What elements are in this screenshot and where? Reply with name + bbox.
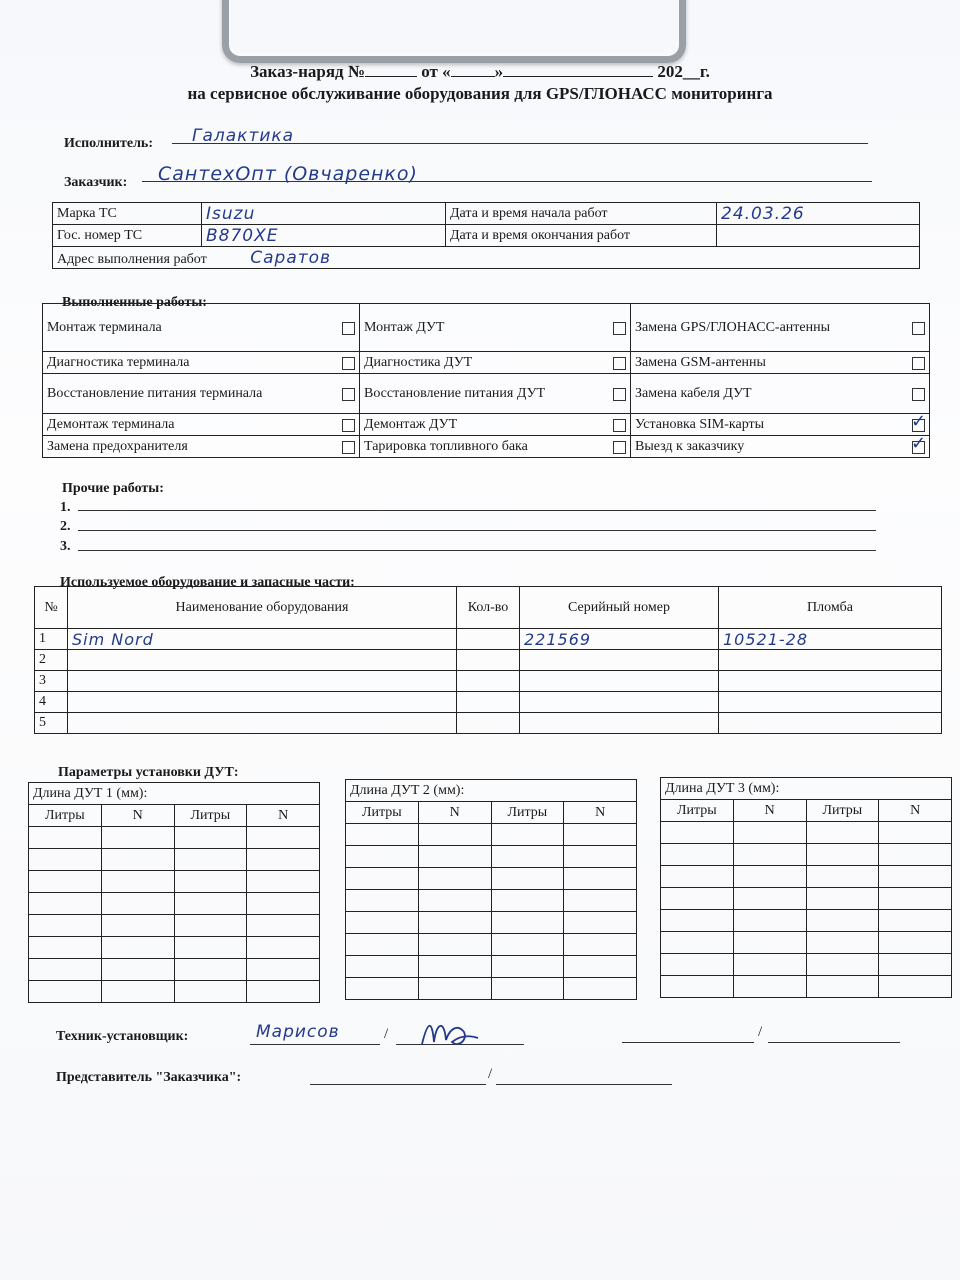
dut-cell[interactable] (346, 978, 419, 1000)
dut-cell[interactable] (564, 934, 637, 956)
plate-value: В870ХЕ (202, 225, 446, 247)
eq-header-seal: Пломба (719, 587, 942, 629)
dut-cell[interactable] (29, 893, 102, 915)
work-cell (360, 414, 631, 436)
dut-cell[interactable] (247, 959, 320, 981)
dut-cell[interactable] (806, 888, 879, 910)
tech-slash: / (384, 1026, 389, 1042)
work-cell (631, 352, 930, 374)
dut-row (661, 822, 952, 844)
start-value: 24.03.26 (717, 203, 920, 225)
dut-row (29, 959, 320, 981)
checkbox[interactable] (613, 322, 626, 335)
other-line-2 (78, 530, 876, 531)
equipment-title: Используемое оборудование и запасные части: (60, 575, 355, 590)
table-row (35, 650, 942, 671)
work-label: Демонтаж ДУТ (364, 416, 458, 432)
start-label: Дата и время начала работ (446, 203, 717, 225)
dut-cell[interactable] (418, 956, 491, 978)
dut-cell[interactable] (491, 978, 564, 1000)
dut-cell[interactable] (661, 976, 734, 998)
dut-cell[interactable] (101, 871, 174, 893)
customer-rep-slash: / (488, 1066, 493, 1082)
dut-cell[interactable] (733, 954, 806, 976)
dut-cell[interactable] (661, 954, 734, 976)
dut-cell[interactable] (879, 822, 952, 844)
dut-cell[interactable] (174, 981, 247, 1003)
dut-cell[interactable] (564, 912, 637, 934)
dut-cell[interactable] (491, 956, 564, 978)
table-cell: 5 (35, 713, 68, 734)
checkbox[interactable] (912, 357, 925, 370)
executor-value: Галактика (192, 126, 295, 146)
checkbox[interactable] (912, 388, 925, 401)
table-cell: 10521-28 (719, 629, 942, 650)
dut-cell[interactable] (661, 910, 734, 932)
work-label: Замена GSM-антенны (635, 354, 766, 370)
work-cell (631, 374, 930, 414)
dut-cell[interactable] (101, 981, 174, 1003)
work-label: Диагностика ДУТ (364, 354, 473, 370)
table-cell (457, 629, 520, 650)
other-line-1 (78, 510, 876, 511)
dut-col-header: N (564, 802, 637, 824)
checkbox[interactable] (613, 388, 626, 401)
dut-row (661, 888, 952, 910)
work-cell (43, 436, 360, 458)
dut-cell[interactable] (806, 866, 879, 888)
table-cell (68, 650, 457, 671)
dut-cell[interactable] (418, 934, 491, 956)
address-label: Адрес выполнения работ (57, 251, 207, 267)
customer-label: Заказчик: (64, 175, 128, 190)
eq-header-qty: Кол-во (457, 587, 520, 629)
table-cell (719, 671, 942, 692)
table-cell (520, 671, 719, 692)
table-cell: Sim Nord (68, 629, 457, 650)
dut-table-3 (660, 777, 952, 998)
executor-label: Исполнитель: (64, 136, 153, 151)
table-cell (719, 713, 942, 734)
table-cell (719, 650, 942, 671)
work-cell (360, 304, 631, 352)
dut-row (29, 981, 320, 1003)
dut-cell[interactable] (733, 976, 806, 998)
dut-cell[interactable] (101, 893, 174, 915)
dut-row (29, 937, 320, 959)
dut-cell[interactable] (806, 910, 879, 932)
dut-cell[interactable] (247, 981, 320, 1003)
tech-label: Техник-установщик: (56, 1029, 189, 1044)
dut-cell[interactable] (101, 827, 174, 849)
dut-cell[interactable] (247, 915, 320, 937)
table-cell (457, 650, 520, 671)
tech-name-line (250, 1044, 380, 1045)
dut-row (346, 912, 637, 934)
checkbox[interactable] (342, 388, 355, 401)
dut-cell[interactable] (564, 956, 637, 978)
checkbox[interactable] (342, 441, 355, 454)
table-cell (68, 671, 457, 692)
other-item-1: 1. (60, 500, 71, 515)
clipboard-clip (222, 0, 686, 63)
order-title: Заказ-наряд № от « » 202__г. (250, 62, 710, 81)
dut-cell[interactable] (564, 890, 637, 912)
dut-cell[interactable] (29, 959, 102, 981)
table-cell (457, 692, 520, 713)
work-cell (43, 352, 360, 374)
dut-cell[interactable] (491, 890, 564, 912)
dut-cell[interactable] (247, 937, 320, 959)
dut-table-1 (28, 782, 320, 1003)
extra-line-2 (768, 1042, 900, 1043)
dut-row (346, 846, 637, 868)
dut-caption: Длина ДУТ 2 (мм): (346, 780, 637, 802)
dut-cell[interactable] (346, 868, 419, 890)
dut-cell[interactable] (101, 915, 174, 937)
dut-col-header: Литры (661, 800, 734, 822)
work-label: Демонтаж терминала (47, 416, 175, 432)
dut-cell[interactable] (733, 888, 806, 910)
dut-cell[interactable] (247, 849, 320, 871)
work-label: Тарировка топливного бака (364, 438, 528, 454)
dut-col-header: Литры (29, 805, 102, 827)
dut-cell[interactable] (879, 954, 952, 976)
dut-cell[interactable] (346, 934, 419, 956)
table-cell (520, 713, 719, 734)
other-line-3 (78, 550, 876, 551)
dut-cell[interactable] (29, 871, 102, 893)
dut-col-header: N (247, 805, 320, 827)
work-label: Установка SIM-карты (635, 416, 765, 432)
checkbox[interactable] (613, 357, 626, 370)
dut-row (661, 866, 952, 888)
work-label: Монтаж терминала (47, 319, 162, 335)
dut-cell[interactable] (879, 932, 952, 954)
dut-cell[interactable] (418, 846, 491, 868)
other-item-3: 3. (60, 539, 71, 554)
dut-cell[interactable] (661, 866, 734, 888)
dut-row (29, 871, 320, 893)
eq-header-serial: Серийный номер (520, 587, 719, 629)
work-cell (631, 414, 930, 436)
dut-cell[interactable] (29, 981, 102, 1003)
dut-cell[interactable] (418, 890, 491, 912)
dut-col-header: N (418, 802, 491, 824)
dut-cell[interactable] (174, 915, 247, 937)
table-cell: 3 (35, 671, 68, 692)
dut-cell[interactable] (806, 976, 879, 998)
dut-col-header: Литры (491, 802, 564, 824)
tech-name: Марисов (256, 1022, 340, 1042)
table-cell (457, 671, 520, 692)
other-works-title: Прочие работы: (62, 481, 164, 496)
dut-cell[interactable] (418, 912, 491, 934)
table-cell (68, 692, 457, 713)
table-cell (457, 713, 520, 734)
dut-row (29, 827, 320, 849)
order-subtitle: на сервисное обслуживание оборудования для GPS/ГЛОНАСС мониторинга (187, 84, 773, 103)
dut-cell[interactable] (879, 910, 952, 932)
dut-cell[interactable] (661, 932, 734, 954)
dut-cell[interactable] (174, 959, 247, 981)
end-value (717, 225, 920, 247)
dut-row (346, 978, 637, 1000)
dut-row (661, 932, 952, 954)
dut-cell[interactable] (418, 868, 491, 890)
brand-value: Isuzu (202, 203, 446, 225)
dut-cell[interactable] (806, 844, 879, 866)
table-cell: 2 (35, 650, 68, 671)
dut-row (29, 893, 320, 915)
dut-cell[interactable] (733, 822, 806, 844)
other-item-2: 2. (60, 519, 71, 534)
dut-cell[interactable] (101, 959, 174, 981)
dut-cell[interactable] (174, 871, 247, 893)
dut-cell[interactable] (879, 976, 952, 998)
dut-cell[interactable] (564, 824, 637, 846)
dut-cell[interactable] (101, 937, 174, 959)
dut-cell[interactable] (418, 824, 491, 846)
dut-cell[interactable] (564, 978, 637, 1000)
customer-rep-line-1 (310, 1084, 486, 1085)
dut-cell[interactable] (247, 827, 320, 849)
table-row (35, 629, 942, 650)
checkbox[interactable] (342, 419, 355, 432)
dut-cell[interactable] (491, 824, 564, 846)
dut-cell[interactable] (733, 844, 806, 866)
dut-cell[interactable] (733, 866, 806, 888)
address-value: Саратов (250, 247, 332, 268)
extra-line-1 (622, 1042, 754, 1043)
dut-cell[interactable] (806, 822, 879, 844)
table-cell (520, 692, 719, 713)
checkbox[interactable] (613, 419, 626, 432)
dut-cell[interactable] (661, 822, 734, 844)
customer-rep-line-2 (496, 1084, 672, 1085)
table-cell (68, 713, 457, 734)
work-cell (360, 352, 631, 374)
dut-cell[interactable] (346, 912, 419, 934)
dut-col-header: Литры (174, 805, 247, 827)
dut-table-2 (345, 779, 637, 1000)
dut-cell[interactable] (879, 888, 952, 910)
table-row (35, 671, 942, 692)
work-label: Замена кабеля ДУТ (635, 385, 752, 401)
dut-col-header: N (879, 800, 952, 822)
dut-row (346, 934, 637, 956)
dut-row (661, 976, 952, 998)
table-row (35, 713, 942, 734)
checkbox[interactable] (342, 322, 355, 335)
dut-col-header: Литры (346, 802, 419, 824)
dut-cell[interactable] (247, 893, 320, 915)
work-label: Монтаж ДУТ (364, 319, 445, 335)
dut-row (346, 956, 637, 978)
work-cell (43, 374, 360, 414)
dut-cell[interactable] (174, 893, 247, 915)
end-label: Дата и время окончания работ (446, 225, 717, 247)
tech-signature (418, 1014, 482, 1054)
dut-row (346, 868, 637, 890)
eq-header-name: Наименование оборудования (68, 587, 457, 629)
equipment-table (34, 586, 942, 734)
dut-cell[interactable] (661, 888, 734, 910)
dut-cell[interactable] (661, 844, 734, 866)
work-cell (360, 436, 631, 458)
dut-cell[interactable] (29, 849, 102, 871)
work-cell (631, 436, 930, 458)
dut-cell[interactable] (29, 915, 102, 937)
dut-caption: Длина ДУТ 1 (мм): (29, 783, 320, 805)
work-label: Выезд к заказчику (635, 438, 745, 454)
dut-row (661, 844, 952, 866)
dut-row (661, 910, 952, 932)
dut-cell[interactable] (806, 954, 879, 976)
work-label: Замена GPS/ГЛОНАСС-антенны (635, 319, 831, 335)
plate-label: Гос. номер ТС (53, 225, 202, 247)
dut-cell[interactable] (491, 912, 564, 934)
dut-cell[interactable] (564, 846, 637, 868)
dut-caption: Длина ДУТ 3 (мм): (661, 778, 952, 800)
dut-cell[interactable] (247, 871, 320, 893)
work-cell (631, 304, 930, 352)
dut-cell[interactable] (346, 824, 419, 846)
dut-row (661, 954, 952, 976)
brand-label: Марка ТС (53, 203, 202, 225)
dut-row (29, 915, 320, 937)
checkbox[interactable] (912, 419, 925, 432)
work-cell (43, 304, 360, 352)
dut-cell[interactable] (491, 846, 564, 868)
dut-cell[interactable] (29, 827, 102, 849)
checkbox[interactable] (912, 441, 925, 454)
dut-cell[interactable] (174, 937, 247, 959)
works-title: Выполненные работы: (62, 295, 207, 310)
work-cell (360, 374, 631, 414)
vehicle-table (52, 202, 920, 269)
customer-rep-label: Представитель "Заказчика": (56, 1070, 242, 1085)
dut-cell[interactable] (174, 827, 247, 849)
dut-col-header: Литры (806, 800, 879, 822)
work-cell (43, 414, 360, 436)
table-row (35, 692, 942, 713)
dut-row (346, 890, 637, 912)
works-table (42, 303, 930, 458)
dut-row (346, 824, 637, 846)
dut-cell[interactable] (346, 890, 419, 912)
work-label: Восстановление питания ДУТ (364, 385, 546, 401)
table-cell: 1 (35, 629, 68, 650)
dut-cell[interactable] (29, 937, 102, 959)
dut-cell[interactable] (346, 846, 419, 868)
dut-row (29, 849, 320, 871)
checkbox[interactable] (912, 322, 925, 335)
dut-cell[interactable] (733, 910, 806, 932)
eq-header-num: № (35, 587, 68, 629)
dut-cell[interactable] (418, 978, 491, 1000)
dut-cell[interactable] (564, 868, 637, 890)
dut-cell[interactable] (491, 868, 564, 890)
dut-col-header: N (733, 800, 806, 822)
customer-value: СантехОпт (Овчаренко) (158, 163, 418, 185)
dut-cell[interactable] (806, 932, 879, 954)
dut-cell[interactable] (879, 866, 952, 888)
dut-col-header: N (101, 805, 174, 827)
work-label: Восстановление питания терминала (47, 385, 263, 401)
checkbox[interactable] (342, 357, 355, 370)
dut-cell[interactable] (733, 932, 806, 954)
table-cell (719, 692, 942, 713)
dut-cell[interactable] (174, 849, 247, 871)
dut-title: Параметры установки ДУТ: (58, 765, 239, 780)
table-cell: 221569 (520, 629, 719, 650)
work-label: Диагностика терминала (47, 354, 190, 370)
extra-slash: / (758, 1024, 763, 1040)
dut-cell[interactable] (101, 849, 174, 871)
dut-cell[interactable] (346, 956, 419, 978)
checkbox[interactable] (613, 441, 626, 454)
work-label: Замена предохранителя (47, 438, 188, 454)
dut-cell[interactable] (491, 934, 564, 956)
table-cell (520, 650, 719, 671)
dut-cell[interactable] (879, 844, 952, 866)
address-row (53, 247, 920, 269)
table-cell: 4 (35, 692, 68, 713)
